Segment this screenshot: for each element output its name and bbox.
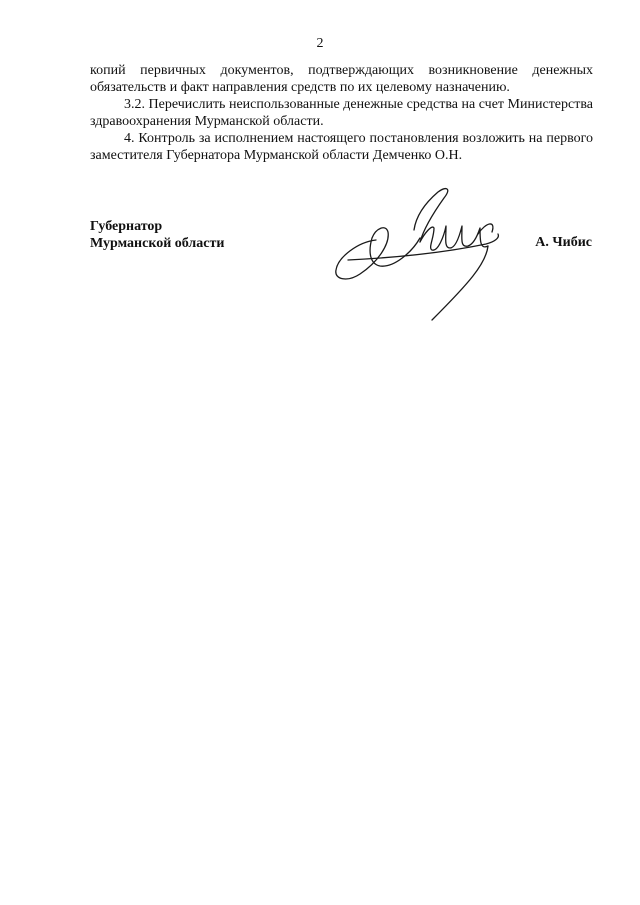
body-text: [90, 62, 593, 164]
signatory-title-line-2: Мурманской области: [90, 236, 225, 251]
paragraph-4: 4. Контроль за исполнением настоящего постановления возложить на первого заместителя Губернатора Мурманской области Демченко О.Н.: [90, 131, 593, 163]
handwritten-signature: [328, 182, 518, 322]
signatory-title: [90, 218, 224, 252]
signature-loop-stroke: [336, 228, 420, 279]
signature-letter-stroke: [420, 226, 488, 250]
signature-top-stroke: [414, 189, 448, 242]
signatory-title-line-1: Губернатор: [90, 219, 163, 234]
paragraph-continuation: копий первичных документов, подтверждающих возникновение денежных обязательств и факт направления средств по их целевому назначению.: [90, 63, 593, 95]
signatory-name: А. Чибис: [535, 235, 592, 250]
signature-tail-stroke: [432, 246, 488, 320]
paragraph-3-2: 3.2. Перечислить неиспользованные денежные средства на счет Министерства здравоохранения Мурманской области.: [90, 97, 593, 129]
page-number: 2: [316, 36, 324, 51]
